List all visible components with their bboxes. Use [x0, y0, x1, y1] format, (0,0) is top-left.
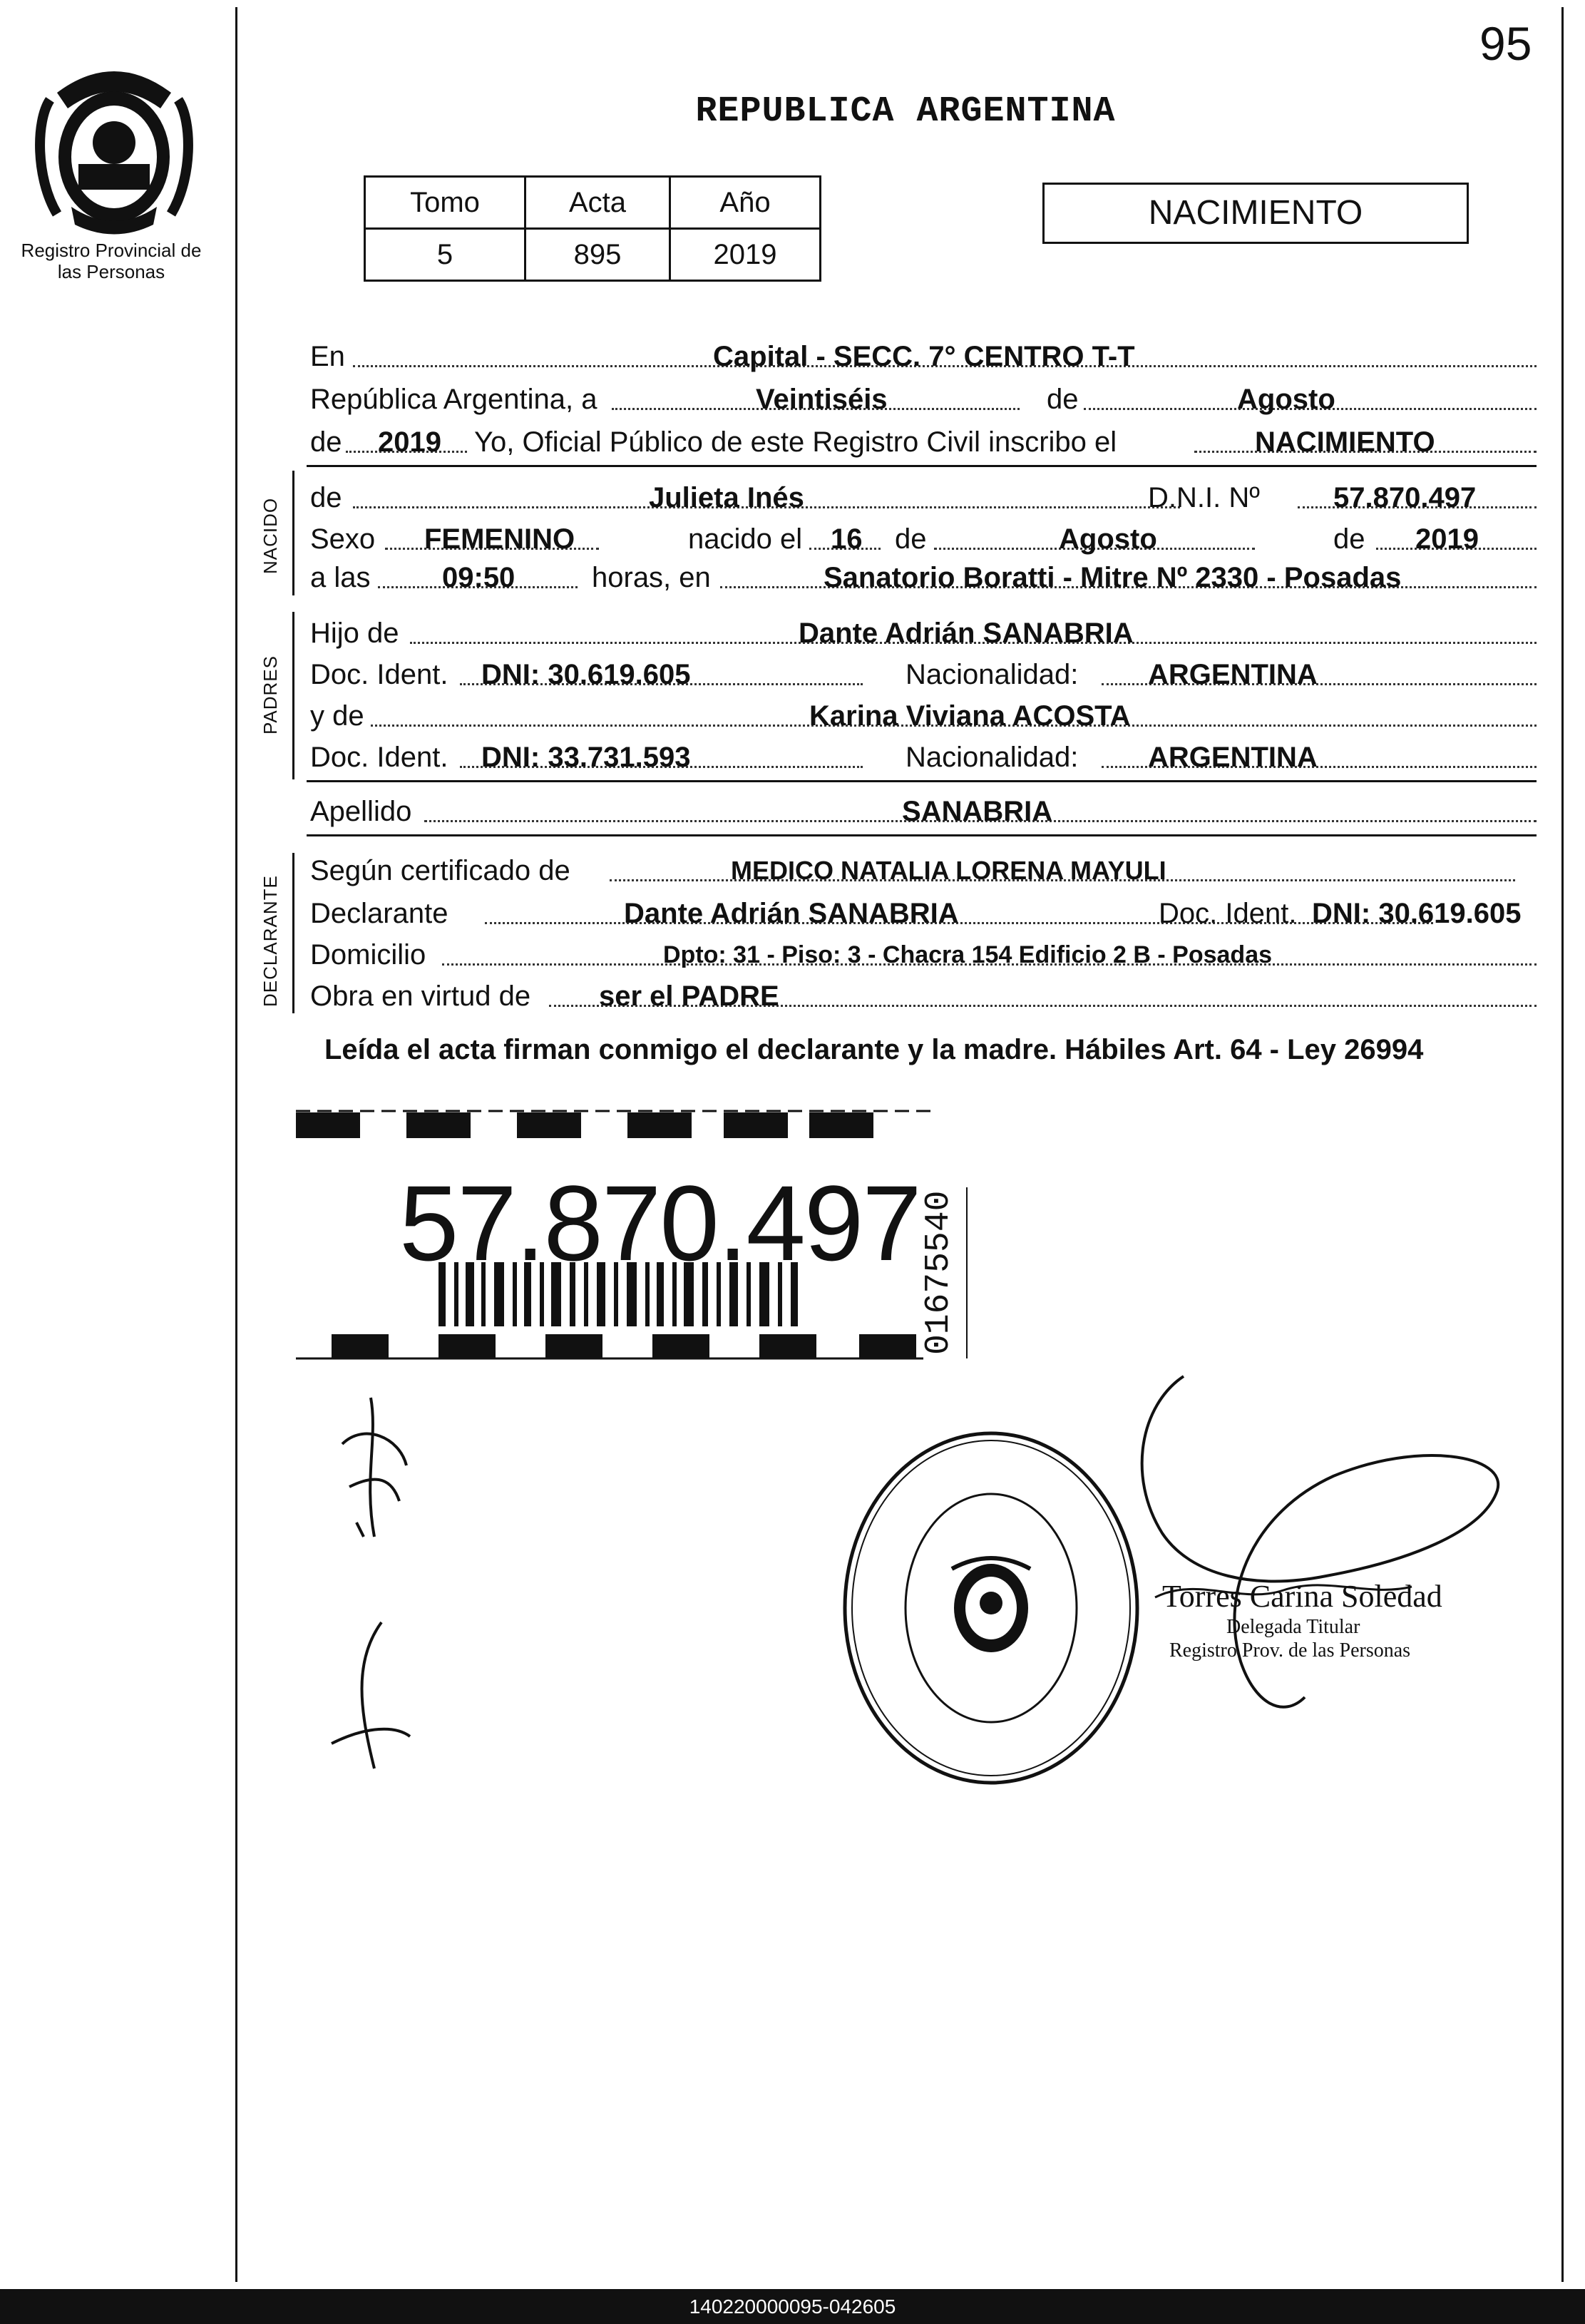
mother-name-value: Karina Viviana ACOSTA: [809, 700, 1131, 732]
apellido-value: SANABRIA: [902, 796, 1053, 827]
mother-doc-value: DNI: 33.731.593: [481, 742, 691, 773]
declarante-label: Declarante: [310, 898, 448, 929]
padres-bracket: [292, 612, 294, 779]
year-label: de: [310, 426, 342, 458]
anio-header: Año: [670, 177, 821, 229]
father-name-value: Dante Adrián SANABRIA: [799, 618, 1134, 649]
a-las-label: a las: [310, 562, 371, 593]
declarante-section-label: DECLARANTE: [260, 875, 281, 1007]
row-certificado: [307, 852, 1537, 889]
serial-line: [966, 1187, 968, 1358]
row-year: [307, 424, 1537, 461]
de-label: de: [895, 523, 927, 555]
page-number: 95: [1479, 17, 1532, 70]
row-father-doc: [307, 656, 1537, 693]
row-y-de: [307, 697, 1537, 734]
event-value: NACIMIENTO: [1255, 426, 1435, 458]
country-title: REPUBLICA ARGENTINA: [695, 91, 1116, 132]
hijo-de-label: Hijo de: [310, 618, 399, 649]
nationality-label: Nacionalidad:: [906, 742, 1079, 773]
row-sexo: [307, 521, 1537, 558]
dni-stamp-serial: 01675540: [920, 1190, 958, 1355]
nationality-label: Nacionalidad:: [906, 659, 1079, 690]
obra-value: ser el PADRE: [599, 981, 779, 1012]
row-hijo-de: [307, 615, 1537, 652]
reference-table: [364, 175, 821, 282]
declarante-doc-value: DNI: 30.619.605: [1312, 898, 1522, 929]
right-margin-line: [1561, 7, 1564, 2282]
document-footer-code: 140220000095-042605: [0, 2289, 1585, 2324]
doc-label: Doc. Ident.: [1159, 898, 1297, 929]
handwritten-initials-1: [321, 1394, 435, 1551]
domicilio-label: Domicilio: [310, 939, 426, 971]
tomo-value: 5: [365, 229, 525, 281]
birth-day-value: 16: [831, 523, 863, 555]
row-en: [307, 338, 1537, 375]
domicilio-value: Dpto: 31 - Piso: 3 - Chacra 154 Edificio 2 B - Posadas: [663, 941, 1273, 968]
de-label: de: [1333, 523, 1365, 555]
sticker-bottom-band: [296, 1330, 938, 1366]
dni-stamp-number: 57.870.497: [399, 1163, 920, 1283]
sticker-top-band: [296, 1109, 938, 1152]
place-value: Capital - SECC. 7° CENTRO T-T: [713, 341, 1135, 372]
official-office: Registro Prov. de las Personas: [1169, 1639, 1411, 1662]
row-obra: [307, 978, 1537, 1015]
padres-section-label: PADRES: [260, 655, 281, 734]
father-nationality-value: ARGENTINA: [1148, 659, 1318, 690]
name-value: Julieta Inés: [649, 482, 804, 513]
declarante-name-value: Dante Adrián SANABRIA: [624, 898, 959, 929]
row-hora: [307, 559, 1537, 596]
certificado-value: MEDICO NATALIA LORENA MAYULI: [731, 856, 1166, 885]
day-words-value: Veintiséis: [756, 384, 888, 415]
registry-label: Registro Provincial de las Personas: [21, 240, 202, 282]
father-doc-value: DNI: 30.619.605: [481, 659, 691, 690]
anio-value: 2019: [670, 229, 821, 281]
left-margin-line: [235, 7, 237, 2282]
row-mother-doc: [307, 739, 1537, 776]
horas-label: horas, en: [592, 562, 711, 593]
section-divider: [307, 465, 1537, 467]
acta-header: Acta: [525, 177, 670, 229]
row-apellido: [307, 793, 1537, 830]
officer-text: Yo, Oficial Público de este Registro Civil inscribo el: [474, 426, 1117, 458]
doc-label: Doc. Ident.: [310, 742, 448, 773]
birth-place-value: Sanatorio Boratti - Mitre Nº 2330 - Posadas: [824, 562, 1402, 593]
de-label: de: [1047, 384, 1079, 415]
official-name: Torres Carina Soledad: [1162, 1579, 1442, 1614]
acta-value: 895: [525, 229, 670, 281]
sexo-label: Sexo: [310, 523, 376, 555]
birth-month-value: Agosto: [1059, 523, 1157, 555]
month-value: Agosto: [1237, 384, 1335, 415]
official-signature-scribble: [1098, 1362, 1554, 1733]
doc-label: Doc. Ident.: [310, 659, 448, 690]
section-divider: [307, 780, 1537, 782]
row-nacido-name: [307, 479, 1537, 516]
provincia-misiones-logo: [29, 57, 200, 235]
dni-value: 57.870.497: [1333, 482, 1477, 513]
birth-year-value: 2019: [1415, 523, 1479, 555]
nacido-el-label: nacido el: [688, 523, 803, 555]
row-declarante: [307, 895, 1537, 932]
row-domicilio: [307, 936, 1537, 973]
obra-label: Obra en virtud de: [310, 981, 531, 1012]
y-de-label: y de: [310, 700, 364, 732]
tomo-header: Tomo: [365, 177, 525, 229]
section-divider: [307, 834, 1537, 836]
de-label: de: [310, 482, 342, 513]
republic-label: República Argentina, a: [310, 384, 597, 415]
record-type-box: NACIMIENTO: [1042, 183, 1469, 244]
sexo-value: FEMENINO: [424, 523, 575, 555]
nacido-bracket: [292, 471, 294, 595]
row-republic: [307, 381, 1537, 418]
declarante-bracket: [292, 853, 294, 1013]
handwritten-initials-2: [324, 1619, 417, 1776]
certificado-label: Según certificado de: [310, 855, 570, 886]
apellido-label: Apellido: [310, 796, 412, 827]
nacido-section-label: NACIDO: [260, 497, 281, 574]
year-value: 2019: [378, 426, 441, 458]
birth-time-value: 09:50: [442, 562, 515, 593]
dni-label: D.N.I. Nº: [1148, 482, 1260, 513]
en-label: En: [310, 341, 345, 372]
official-role: Delegada Titular: [1226, 1616, 1360, 1638]
closing-note: Leída el acta firman conmigo el declarante y la madre. Hábiles Art. 64 - Ley 26994: [324, 1034, 1424, 1065]
mother-nationality-value: ARGENTINA: [1148, 742, 1318, 773]
